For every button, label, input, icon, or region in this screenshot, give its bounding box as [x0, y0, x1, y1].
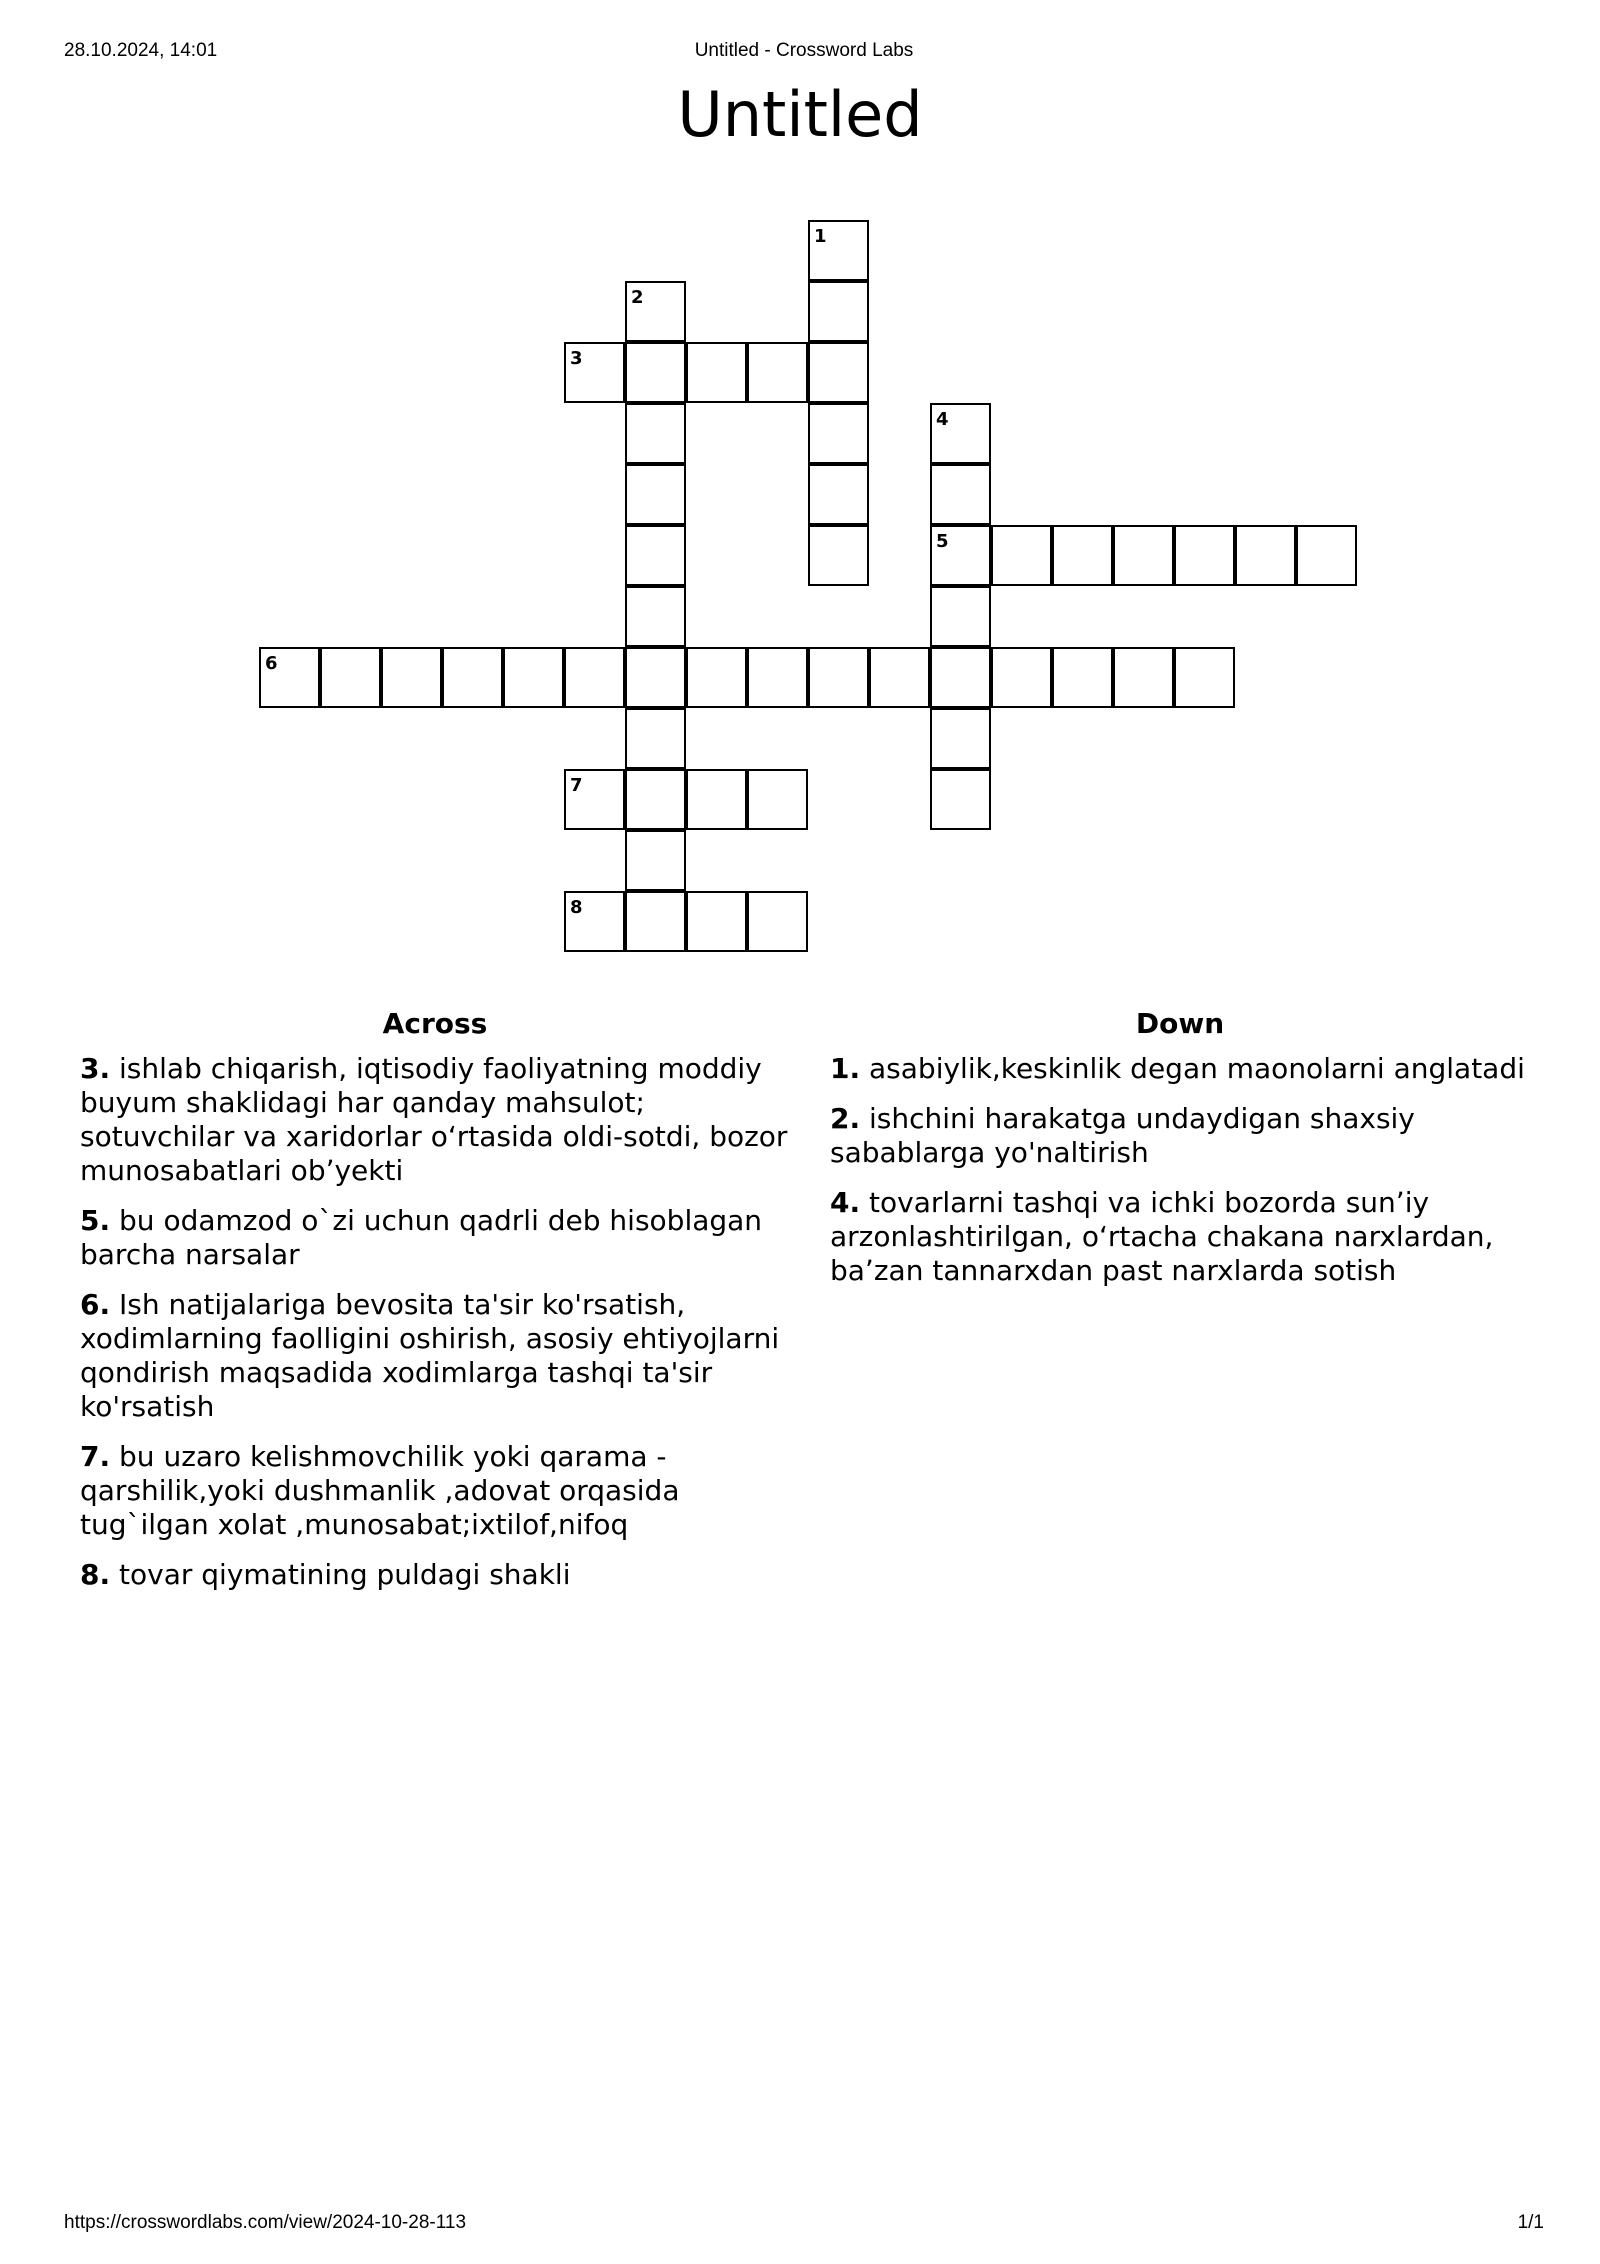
grid-cell[interactable] [564, 769, 625, 830]
grid-cell[interactable] [564, 342, 625, 403]
puzzle-title: Untitled [677, 78, 923, 151]
clue-number: 5 [936, 531, 949, 552]
clue-item [80, 1558, 790, 1592]
print-datetime: 28.10.2024, 14:01 [64, 40, 218, 61]
grid-cell[interactable] [930, 586, 991, 647]
clue-item [830, 1052, 1530, 1086]
grid-cell[interactable] [1235, 525, 1296, 586]
grid-cell[interactable] [808, 220, 869, 281]
clue-item [80, 1288, 790, 1424]
print-footer [64, 2212, 1544, 2242]
grid-cell[interactable] [564, 891, 625, 952]
grid-cell[interactable] [1052, 525, 1113, 586]
grid-cell[interactable] [1174, 647, 1235, 708]
clue-number: 4. [830, 1186, 861, 1219]
grid-cell[interactable] [625, 281, 686, 342]
grid-cell[interactable] [808, 281, 869, 342]
grid-cell[interactable] [625, 464, 686, 525]
grid-cell[interactable] [808, 647, 869, 708]
grid-cell[interactable] [930, 708, 991, 769]
clue-item [830, 1186, 1530, 1288]
grid-cell[interactable] [991, 525, 1052, 586]
print-page-title: Untitled - Crossword Labs [694, 40, 914, 61]
clue-number: 5. [80, 1204, 111, 1237]
grid-cell[interactable] [381, 647, 442, 708]
clue-number: 6. [80, 1288, 111, 1321]
clue-number: 8. [80, 1558, 111, 1591]
across-clue-list [80, 1052, 790, 1592]
grid-cell[interactable] [686, 891, 747, 952]
clue-number: 3. [80, 1052, 111, 1085]
clue-item [80, 1052, 790, 1188]
clue-text: Ish natijalariga bevosita ta'sir ko'rsatish, xodimlarning faolligini oshirish, asosiy ehtiyojlarni qondirish maqsadida xodimlarga tashqi ta'sir ko'rsatish [80, 1288, 780, 1423]
grid-cell[interactable] [991, 647, 1052, 708]
grid-cell[interactable] [320, 647, 381, 708]
clue-number: 2 [631, 287, 644, 308]
grid-cell[interactable] [808, 342, 869, 403]
grid-cell[interactable] [930, 464, 991, 525]
grid-cell[interactable] [625, 342, 686, 403]
clue-item [80, 1204, 790, 1272]
grid-cell[interactable] [1296, 525, 1357, 586]
print-page-number: 1/1 [1517, 2212, 1544, 2233]
clue-text: ishlab chiqarish, iqtisodiy faoliyatning moddiy buyum shaklidagi har qanday mahsulot; sotuvchilar va xaridorlar oʻrtasida oldi-sotdi, bozor munosabatlari obʼyekti [80, 1052, 788, 1187]
grid-cell[interactable] [747, 342, 808, 403]
grid-cell[interactable] [686, 769, 747, 830]
grid-cell[interactable] [686, 342, 747, 403]
grid-cell[interactable] [259, 647, 320, 708]
grid-cell[interactable] [1113, 647, 1174, 708]
grid-cell[interactable] [930, 403, 991, 464]
clue-number: 6 [265, 653, 278, 674]
grid-cell[interactable] [930, 647, 991, 708]
grid-cell[interactable] [625, 403, 686, 464]
grid-cell[interactable] [625, 891, 686, 952]
grid-cell[interactable] [625, 586, 686, 647]
clue-text: asabiylik,keskinlik degan maonolarni anglatadi [860, 1052, 1525, 1085]
grid-cell[interactable] [869, 647, 930, 708]
print-header [64, 40, 1544, 70]
down-clues [830, 1004, 1530, 1304]
clue-number: 2. [830, 1102, 861, 1135]
clue-number: 1. [830, 1052, 861, 1085]
grid-cell[interactable] [747, 769, 808, 830]
across-clues [80, 1004, 790, 1608]
down-heading: Down [1135, 1007, 1225, 1040]
grid-cell[interactable] [747, 891, 808, 952]
clue-number: 7 [570, 775, 583, 796]
grid-cell[interactable] [625, 769, 686, 830]
grid-cell[interactable] [808, 403, 869, 464]
grid-cell[interactable] [442, 647, 503, 708]
grid-cell[interactable] [625, 647, 686, 708]
grid-cell[interactable] [1174, 525, 1235, 586]
clue-text: tovarlarni tashqi va ichki bozorda sunʼiy arzonlashtirilgan, oʻrtacha chakana narxlardan, baʼzan tannarxdan past narxlarda sotish [830, 1186, 1494, 1287]
grid-cell[interactable] [625, 830, 686, 891]
clue-item [830, 1102, 1530, 1170]
grid-cell[interactable] [564, 647, 625, 708]
clue-number: 8 [570, 897, 583, 918]
clue-text: bu uzaro kelishmovchilik yoki qarama - qarshilik,yoki dushmanlik ,adovat orqasida tug`ilgan xolat ,munosabat;ixtilof,nifoq [80, 1440, 680, 1541]
grid-cell[interactable] [747, 647, 808, 708]
grid-cell[interactable] [686, 647, 747, 708]
grid-cell[interactable] [1052, 647, 1113, 708]
grid-cell[interactable] [808, 525, 869, 586]
grid-cell[interactable] [503, 647, 564, 708]
grid-cell[interactable] [930, 525, 991, 586]
clue-item [80, 1440, 790, 1542]
grid-cell[interactable] [1113, 525, 1174, 586]
down-clue-list [830, 1052, 1530, 1288]
clue-number: 3 [570, 348, 583, 369]
grid-cell[interactable] [808, 464, 869, 525]
grid-cell[interactable] [930, 769, 991, 830]
clue-text: tovar qiymatining puldagi shakli [110, 1558, 571, 1591]
across-heading: Across [382, 1007, 488, 1040]
clue-text: ishchini harakatga undaydigan shaxsiy sabablarga yo'naltirish [830, 1102, 1415, 1169]
clue-number: 1 [814, 226, 827, 247]
print-url: https://crosswordlabs.com/view/2024-10-28-113 [64, 2212, 467, 2233]
clue-number: 7. [80, 1440, 111, 1473]
grid-cell[interactable] [625, 525, 686, 586]
clue-text: bu odamzod o`zi uchun qadrli deb hisoblagan barcha narsalar [80, 1204, 763, 1271]
grid-cell[interactable] [625, 708, 686, 769]
clue-number: 4 [936, 409, 949, 430]
